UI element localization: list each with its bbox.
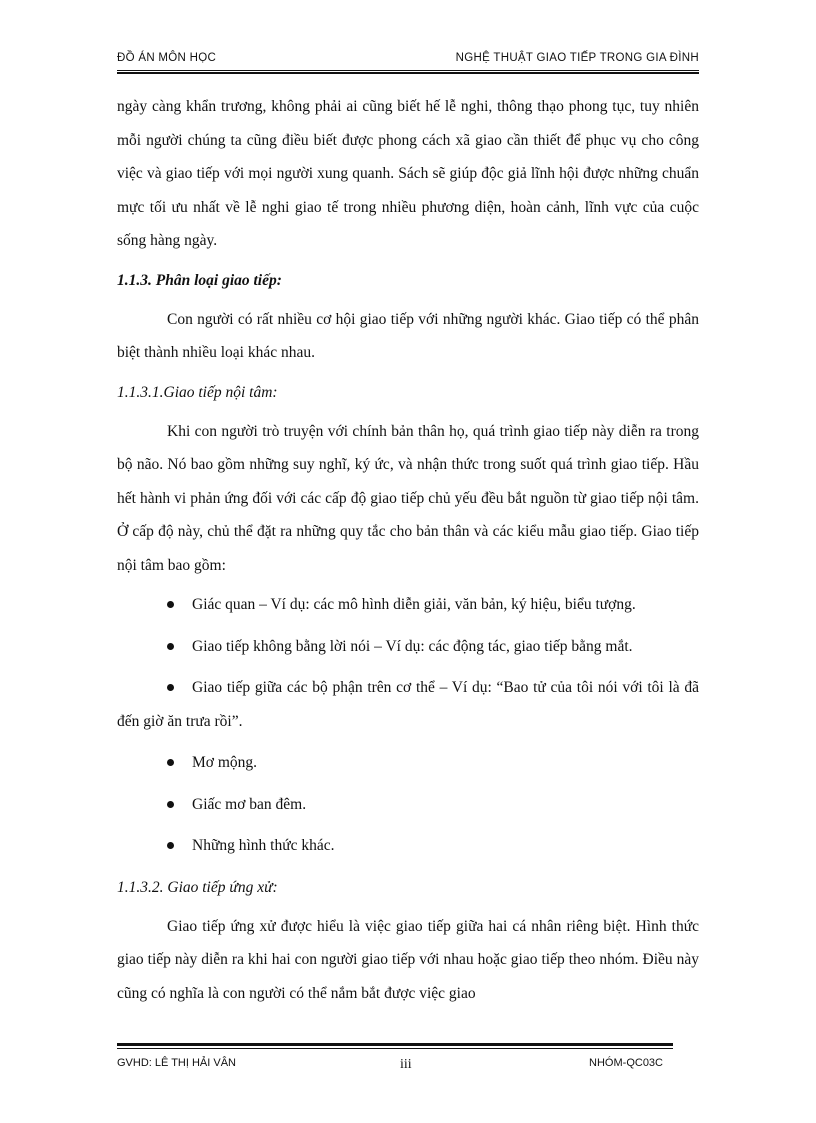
bullet-list — [117, 588, 699, 863]
header-divider-thick — [117, 72, 699, 74]
list-item: Những hình thức khác. — [117, 829, 699, 863]
bullet-icon — [167, 684, 174, 691]
page-body — [117, 90, 699, 1010]
section-heading-1-1-3-1: 1.1.3.1.Giao tiếp nội tâm: — [117, 383, 278, 401]
paragraph-1-1-3-2: Giao tiếp ứng xử được hiểu là việc giao tiếp giữa hai cá nhân riêng biệt. Hình thức giao tiếp này diễn ra khi hai con người giao tiếp với nhau hoặc giao tiếp theo nhóm. Điều này cũng có nghĩa là con người có thể nắm bắt được việc giao — [117, 917, 699, 1002]
footer-advisor: GVHD: LÊ THỊ HẢI VÂN — [117, 1057, 236, 1069]
bullet-icon — [167, 601, 174, 608]
bullet-icon — [167, 759, 174, 766]
paragraph-1-1-3-1: Khi con người trò truyện với chính bản thân họ, quá trình giao tiếp này diễn ra trong bộ não. Nó bao gồm những suy nghĩ, ký ức, và nhận thức trong suốt quá trình giao tiếp. Hầu hết hành vi phản ứng đối với các cấp độ giao tiếp chủ yếu đều bắt nguồn từ giao tiếp nội tâm. Ở cấp độ này, chủ thể đặt ra những quy tắc cho bản thân và các kiểu mẫu giao tiếp. Giao tiếp nội tâm bao gồm: — [117, 422, 699, 574]
page-header — [117, 52, 699, 72]
page-footer — [117, 1057, 673, 1077]
list-item: Mơ mộng. — [117, 746, 699, 780]
bullet-icon — [167, 643, 174, 650]
paragraph-1-1-3: Con người có rất nhiều cơ hội giao tiếp với những người khác. Giao tiếp có thể phân biệt thành nhiều loại khác nhau. — [117, 310, 699, 361]
section-heading-1-1-3-2: 1.1.3.2. Giao tiếp ứng xử: — [117, 878, 278, 896]
header-divider — [117, 70, 699, 71]
bullet-icon — [167, 842, 174, 849]
header-left-title: ĐỒ ÁN MÔN HỌC — [117, 52, 217, 64]
list-item: Giác quan – Ví dụ: các mô hình diễn giải, văn bản, ký hiệu, biểu tượng. — [117, 588, 699, 622]
footer-group: NHÓM-QC03C — [589, 1057, 663, 1069]
intro-paragraph: ngày càng khẩn trương, không phải ai cũng biết hế lễ nghi, thông thạo phong tục, tuy nhiên mỗi người chúng ta cũng điều biết được phong cách xã giao cần thiết để phục vụ cho công việc và giao tiếp với mọi người xung quanh. Sách sẽ giúp độc giả lĩnh hội được những chuẩn mực tối ưu nhất về lễ nghi giao tế trong nhiều phương diện, hoàn cảnh, lĩnh vực của cuộc sống hàng ngày. — [117, 98, 699, 249]
footer-divider — [117, 1048, 673, 1049]
page-number: iii — [400, 1057, 412, 1072]
list-item: Giấc mơ ban đêm. — [117, 788, 699, 822]
list-item: Giao tiếp không bằng lời nói – Ví dụ: các động tác, giao tiếp bằng mắt. — [117, 630, 699, 664]
section-heading-1-1-3: 1.1.3. Phân loại giao tiếp: — [117, 271, 282, 289]
bullet-icon — [167, 801, 174, 808]
list-item: Giao tiếp giữa các bộ phận trên cơ thể – Ví dụ: “Bao tử của tôi nói với tôi là đã đến giờ ăn trưa rồi”. — [117, 679, 699, 730]
footer-divider-thick — [117, 1043, 673, 1046]
header-right-title: NGHỆ THUẬT GIAO TIẾP TRONG GIA ĐÌNH — [455, 52, 699, 64]
